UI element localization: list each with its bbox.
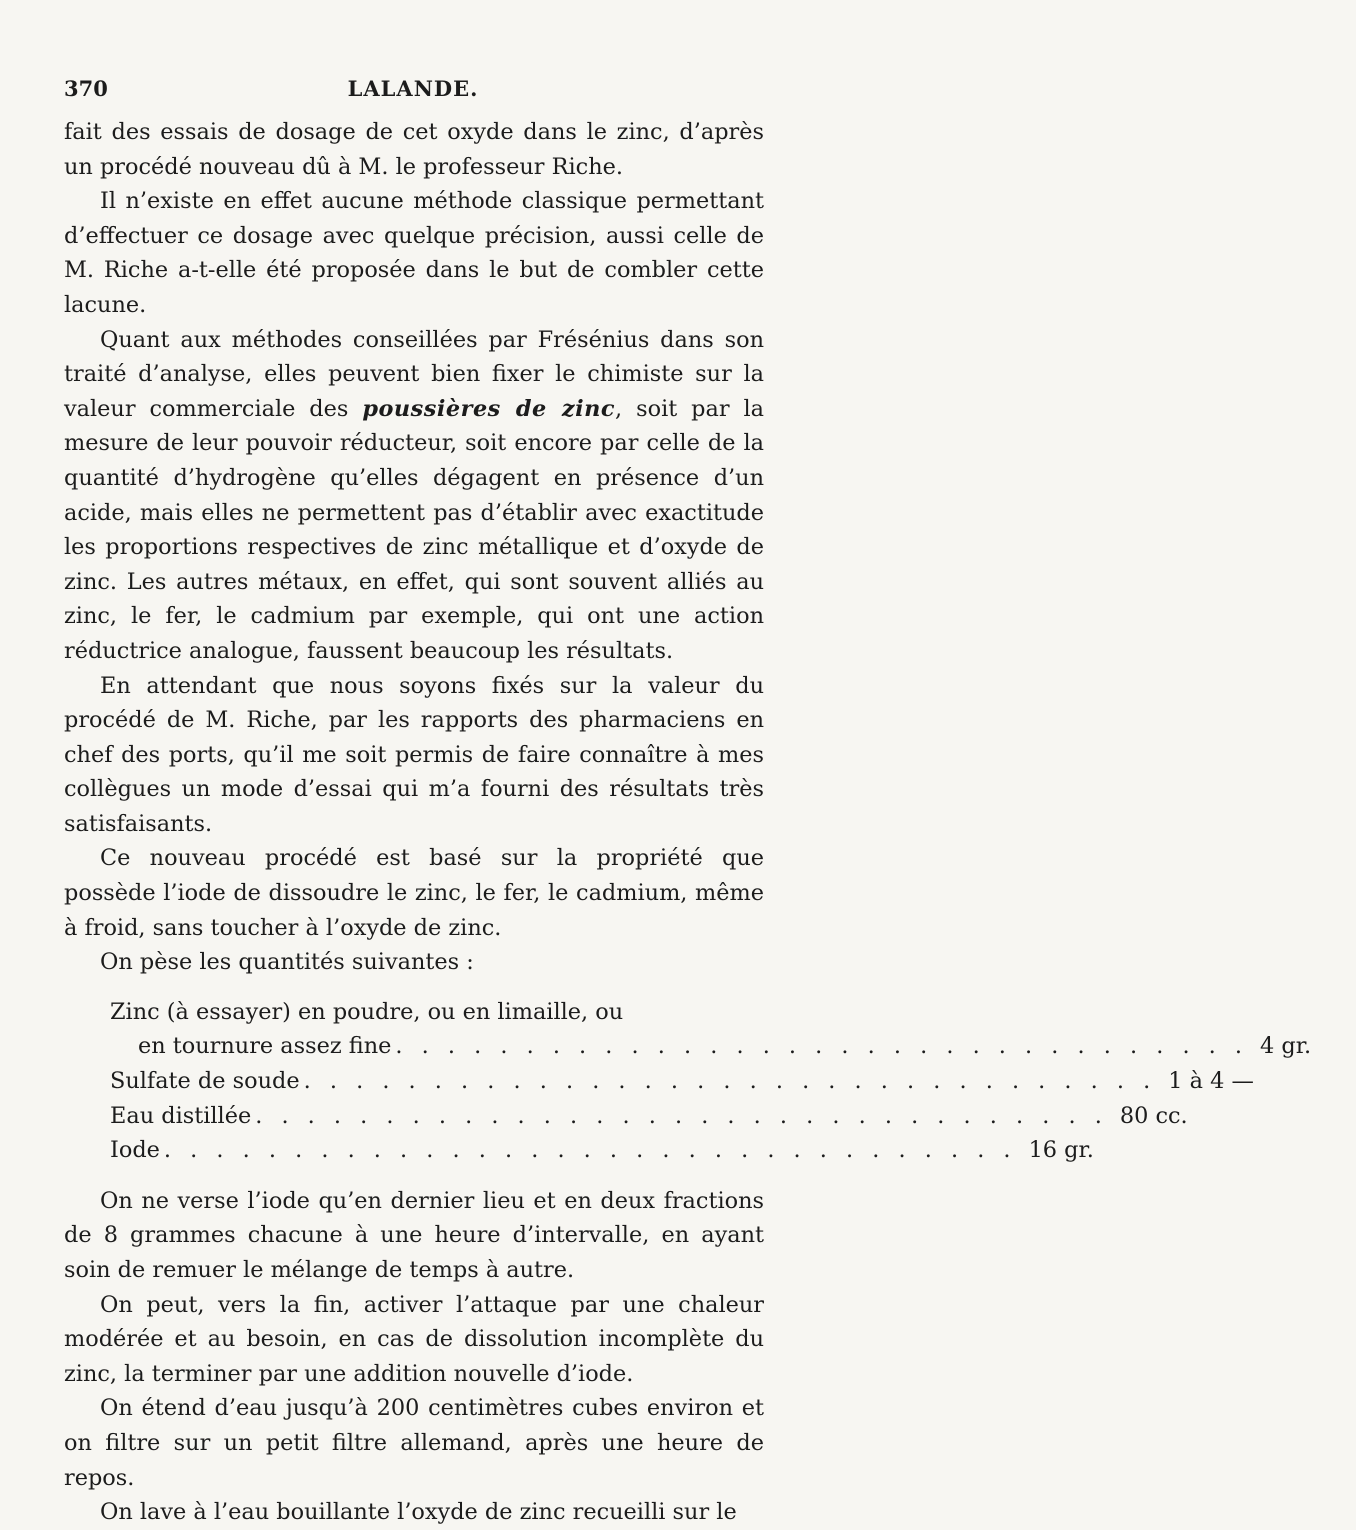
paragraph-1: fait des essais de dosage de cet oxyde dans le zinc, d’après un procédé nouveau dû à M. le professeur Riche. xyxy=(64,119,764,180)
paragraph-10: On lave à l’eau bouillante l’oxyde de zinc recueilli sur le xyxy=(100,1499,737,1526)
recipe-eau xyxy=(110,1099,1188,1134)
dot-leader: . . . . . . . . . . . . . . . . . . . . . . . . . . . . . . . . . xyxy=(255,1102,1108,1129)
dot-leader: . . . . . . . . . . . . . . . . . . . . . . . . . . . . . . . . . xyxy=(395,1033,1249,1060)
recipe-sulfate-qty: 1 à 4 — xyxy=(1168,1068,1254,1095)
paragraph-2: Il n’existe en effet aucune méthode classique permettant d’effectuer ce dosage avec quelque précision, aussi celle de M. Riche a-t-elle été proposée dans le but de combler cette lacune. xyxy=(64,188,764,318)
recipe-eau-qty: 80 cc. xyxy=(1119,1102,1188,1129)
dot-leader: . . . . . . . . . . . . . . . . . . . . . . . . . . . . . . . . . xyxy=(303,1068,1157,1095)
recipe-sulfate-label: Sulfate de soude xyxy=(110,1068,300,1095)
recipe-sulfate xyxy=(110,1064,1254,1099)
page-header xyxy=(64,76,762,106)
recipe-zinc xyxy=(110,1029,1312,1064)
body-text xyxy=(64,115,1312,1530)
paragraph-7: On ne verse l’iode qu’en dernier lieu et en deux fractions de 8 grammes chacune à une heure d’intervalle, en ayant soin de remuer le mélange de temps à autre. xyxy=(64,1187,764,1283)
paragraph-4: En attendant que nous soyons fixés sur la valeur du procédé de M. Riche, par les rapports des pharmaciens en chef des ports, qu’il me soit permis de faire connaître à mes collègues un mode d’essai qui m’a fourni des résultats très satisfaisants. xyxy=(64,672,764,837)
page-number: 370 xyxy=(64,76,108,101)
paragraph-5: Ce nouveau procédé est basé sur la propriété que possède l’iode de dissoudre le zinc, le fer, le cadmium, même à froid, sans toucher à l’oxyde de zinc. xyxy=(64,845,764,941)
recipe-eau-label: Eau distillée xyxy=(110,1102,252,1129)
paragraph-3-start: Quant aux méthodes conseillées par Frésénius dans son traité d’analyse, elles peuvent bien fixer le chimiste sur la valeur commerciale des xyxy=(64,326,764,422)
recipe-zinc-label: en tournure assez fine xyxy=(138,1033,392,1060)
dot-leader: . . . . . . . . . . . . . . . . . . . . . . . . . . . . . . . . . xyxy=(163,1137,1017,1164)
recipe-iode-qty: 16 gr. xyxy=(1028,1137,1094,1164)
recipe-zinc-qty: 4 gr. xyxy=(1260,1033,1312,1060)
paragraph-3 xyxy=(64,323,764,669)
running-title: LALANDE. xyxy=(347,76,479,101)
recipe-list xyxy=(110,995,1312,1168)
recipe-iode-label: Iode xyxy=(110,1137,160,1164)
paragraph-8: On peut, vers la fin, activer l’attaque par une chaleur modérée et au besoin, en cas de dissolution incomplète du zinc, la terminer par une addition nouvelle d’iode. xyxy=(64,1291,764,1387)
recipe-zinc-line1: Zinc (à essayer) en poudre, ou en limaille, ou xyxy=(110,998,624,1025)
paragraph-6: On pèse les quantités suivantes : xyxy=(100,949,474,976)
paragraph-9: On étend d’eau jusqu’à 200 centimètres cubes environ et on filtre sur un petit filtre allemand, après une heure de repos. xyxy=(64,1395,764,1491)
italic-term: poussières de zinc xyxy=(362,395,616,422)
recipe-iode xyxy=(110,1133,1094,1168)
paragraph-3-end: , soit par la mesure de leur pouvoir réducteur, soit encore par celle de la quantité d’hydrogène qu’elles dégagent en présence d’un acide, mais elles ne permettent pas d’établir avec exactitude les proportions respectives de zinc métallique et d’oxyde de zinc. Les autres métaux, en effet, qui sont souvent alliés au zinc, le fer, le cadmium par exemple, qui ont une action réductrice analogue, faussent beaucoup les résultats. xyxy=(64,395,764,664)
